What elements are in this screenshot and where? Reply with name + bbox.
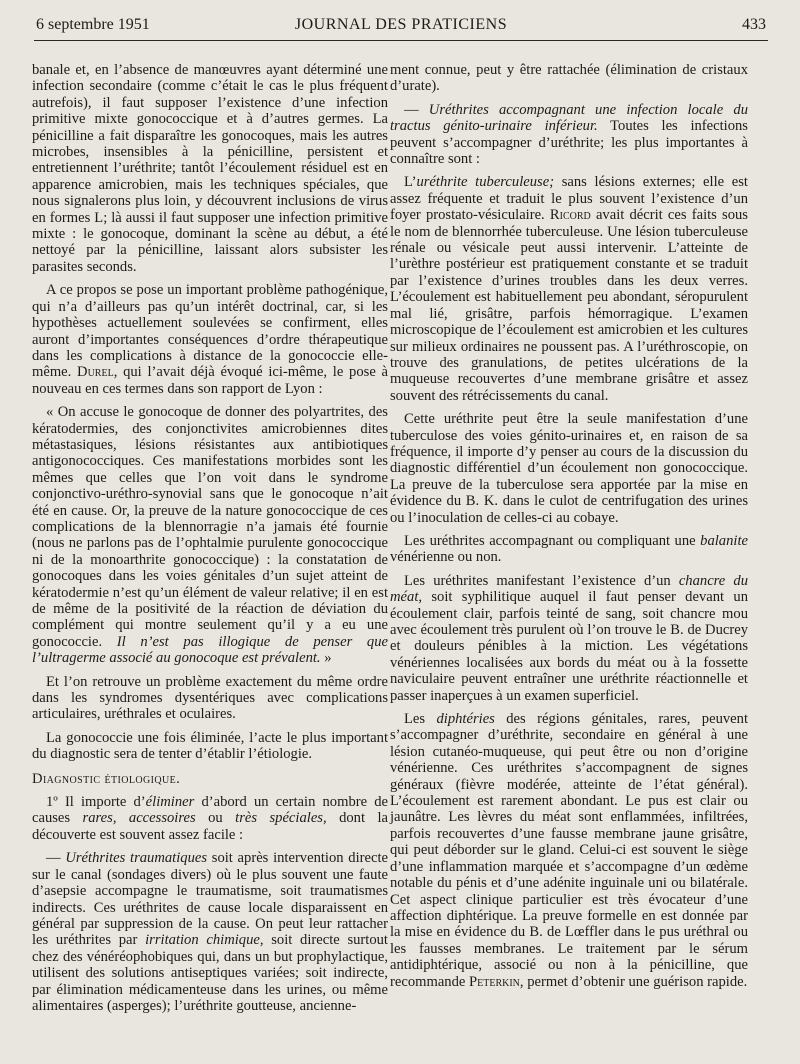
paragraph: La gonococcie une fois éliminée, l’acte le plus important du diagnostic sera de tenter d’établir l’étiologie. [32, 729, 388, 763]
paragraph: Et l’on retrouve un problème exactement du même ordre dans les syndromes dysentériques avec complications articulaires, uréthrales et oculaires. [32, 673, 388, 723]
paragraph: Les diphtéries des régions génitales, rares, peuvent s’accompagner d’uréthrite, secondaire en général à une lésion cutanéo-muqueuse, qui peut être ou non d’origine vénérienne. Ces uréthrites s’accompagnent de signes généraux (fièvre modérée, atteinte de l’état général). L’écoulement est rarement abondant. Le pus est clair ou jaunâtre. Les lèvres du méat sont enflammées, infiltrées, parfois recouvertes d’une fausse membrane jaune grisâtre, qui peut déborder sur le gland. Celui-ci est souvent le siège d’une inflammation marquée et s’accompagne d’un œdème notable du pénis et d’une adénite inguinale uni ou bilatérale. Cet aspect clinique particulier est très évocateur d’une affection diphtérique. La preuve formelle en est donnée par la mise en évidence du B. de Lœffler dans le pus uréthral ou les fausses membranes. Le traitement par le sérum antidiphtérique, associé ou non à la pénicilline, que recommande Peterkin, permet d’obtenir une guérison rapide. [390, 711, 748, 990]
paragraph: 1º Il importe d’éliminer d’abord un certain nombre de causes rares, accessoires ou très spéciales, dont la découverte est souvent assez facile : [32, 794, 388, 843]
paragraph: ment connue, peut y être rattachée (élimination de cristaux d’urate). [390, 62, 748, 95]
page-number: 433 [742, 16, 766, 33]
paragraph: Les uréthrites manifestant l’existence d’un chancre du méat, soit syphilitique auquel il faut penser devant un écoulement clair, parfois teinté de sang, soit chancre mou avec écoulement très purulent où l’on trouve le B. de Ducrey et douleurs pénibles à la miction. Les végétations vénériennes localisées aux bords du méat ou à la fossette naviculaire peuvent entraîner une uréthrite réactionnelle et passer inaperçues à un examen superficiel. [390, 572, 749, 704]
issue-date: 6 septembre 1951 [36, 16, 150, 33]
paragraph: — Uréthrites traumatiques soit après intervention directe sur le canal (sondages divers) où le plus souvent une faute d’asepsie accompagne le traumatisme, soit traumatismes indirects. Ces uréthrites de cause locale disparaissent en général par suppression de la cause. On peut leur rattacher les uréthrites par irritation chimique, soit directe surtout chez des vénéréophobiques qui, dans un but prophylactique, utilisent des solutions antiseptiques variées; soit indirecte, par élimination médicamenteuse dans les urines, ou même alimentaires (asperges); l’uréthrite goutteuse, ancienne- [32, 850, 388, 1014]
paragraph: — Uréthrites accompagnant une infection locale du tractus génito-urinaire inférieur. Toutes les infections peuvent s’accompagner d’uréthrite; les plus importantes à connaître sont : [390, 101, 748, 168]
author-name: Peterkin [469, 973, 520, 990]
author-name: Durel [77, 364, 114, 381]
author-name: Ricord [549, 207, 591, 224]
left-column [32, 62, 388, 1021]
header-rule [34, 40, 768, 41]
section-heading: Diagnostic étiologique. [32, 770, 181, 787]
paragraph: L’uréthrite tuberculeuse; sans lésions externes; elle est assez fréquente et traduit le plus souvent l’existence d’un foyer prostato-vésiculaire. Ricord avait décrit ces faits sous le nom de blennorrhée tuberculeuse. Une lésion tuberculeuse rénale ou vésicale peut aussi intervenir. L’atteinte de l’urèthre postérieur est pratiquement constante et se traduit par l’existence d’urines troubles dans les deux verres. L’écoulement est habituellement peu abondant, séropurulent mal lié, grisâtre, parfois hémorragique. L’examen microscopique de l’écoulement est amicrobien et les cultures sur milieux ordinaires ne poussent pas. A l’uréthroscopie, on trouve des granulations, de petites ulcérations de la muqueuse recouvertes d’une membrane grisâtre et assez souvent des rétrécissements du canal. [390, 174, 748, 404]
paragraph: A ce propos se pose un important problème pathogénique, qui n’a d’ailleurs pas qu’un intérêt doctrinal, car, si les hypothèses actuellement soulevées se confirment, elles auront d’importantes conséquences d’ordre thérapeutique dans les complications à distance de la gonococcie elle-même. Durel, qui l’avait déjà évoqué ici-même, le pose à nouveau en ces termes dans son rapport de Lyon : [32, 282, 388, 397]
right-column [390, 62, 748, 997]
quote-paragraph: « On accuse le gonocoque de donner des polyartrites, des kératodermies, des conjonctivites amicrobiennes dites métastasiques, lésions résistantes aux antibiotiques antigonococciques. Ces manifestations morbides sont les mêmes que celles que l’on voit dans le syndrome conjonctivo-uréthro-synovial sans que le gonocoque n’ait été en cause. Or, la preuve de la nature gonococcique de ces complications de la blennorragie n’a jamais été fournie (nous ne parlons pas de l’ophtalmie purulente gonococcique ni de la monoarthrite gonococcique) : la constatation de gonocoques dans les voies génitales d’un sujet atteint de kératodermie n’est qu’un élément de valeur relative; il en est de même de la positivité de la réaction de déviation du complément qui montre seulement qu’il y a eu une gonococcie. Il n’est pas illogique de penser que l’ultragerme associé au gonocoque est prévalent. » [32, 404, 388, 667]
page-header [36, 16, 766, 40]
paragraph: Cette uréthrite peut être la seule manifestation d’une tuberculose des voies génito-urinaires et, en raison de sa fréquence, il importe d’y penser au cours de la discussion du diagnostic différentiel d’un écoulement non gonococcique. La preuve de la tuberculose sera apportée par la mise en évidence du B. K. dans le culot de centrifugation des urines ou l’inoculation de celles-ci au cobaye. [390, 411, 748, 526]
journal-title: JOURNAL DES PRATICIENS [294, 16, 508, 33]
paragraph: Les uréthrites accompagnant ou compliquant une balanite vénérienne ou non. [390, 532, 748, 566]
paragraph: banale et, en l’absence de manœuvres ayant déterminé une infection secondaire (comme c’était le cas le plus fréquent autrefois), il faut supposer l’existence d’une infection primitive mixte gonococcique et à d’autres germes. La pénicilline a fait disparaître les gonocoques, mais les autres microbes, insensibles à la pénicilline, persistent et entretiennent l’uréthrite; tantôt l’écoulement résiduel est en apparence amicrobien, mais les techniques spéciales, que nous signalerons plus loin, y découvrent inclusions de virus en formes L; là aussi il faut supposer une infection primitive mixte : le gonocoque, dominant la scène au début, a été nettoyé par la pénicilline, laissant alors subsister les parasites seconds. [32, 62, 388, 275]
